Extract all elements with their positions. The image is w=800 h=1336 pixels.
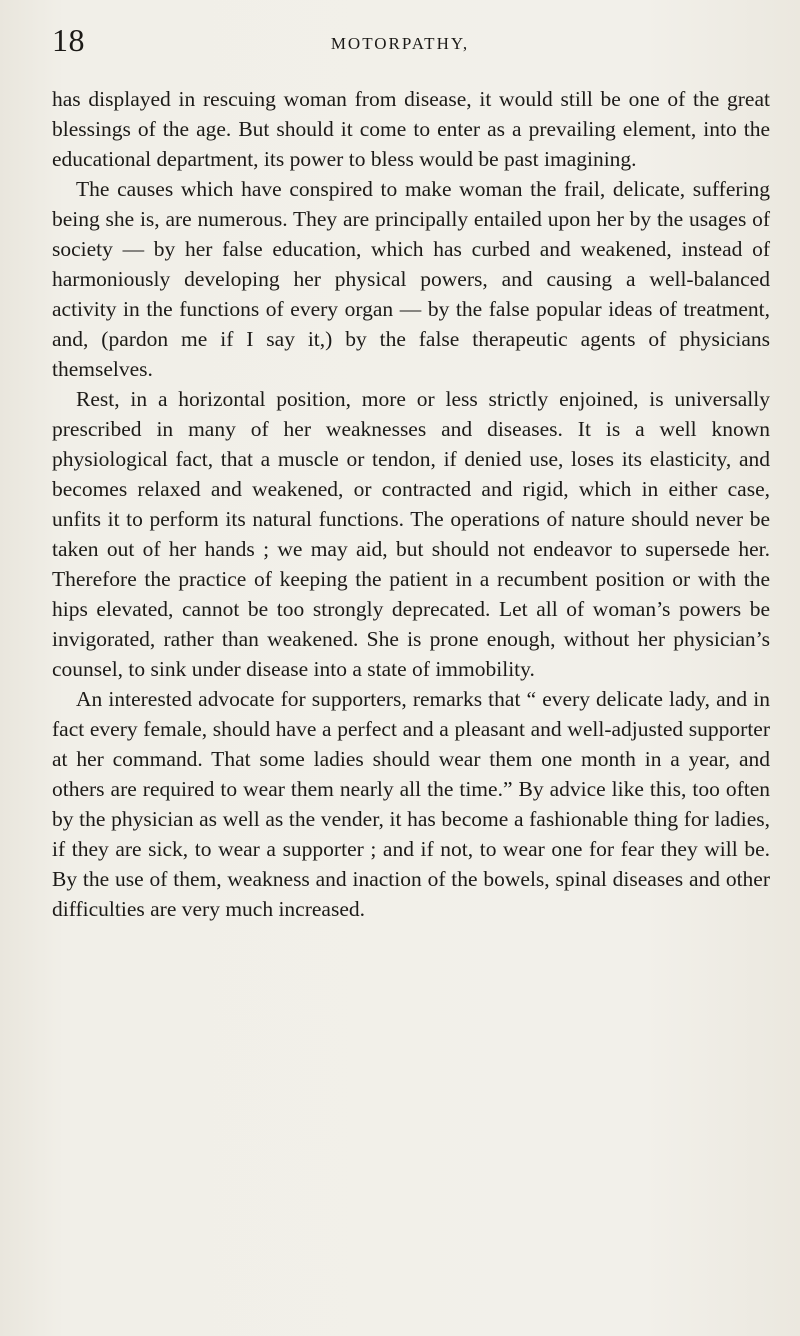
paragraph: The causes which have conspired to make woman the frail, delicate, suffering being she is, are numerous. They are principally entailed upon her by the usages of society — by her false education, which has curbed and weakened, instead of harmoniously developing her physical powers, and causing a well-balanced activity in the functions of every organ — by the false popular ideas of treatment, and, (pardon me if I say it,) by the false therapeutic agents of physicians themselves. [52,177,770,381]
body-text [52,84,770,924]
paragraph: has displayed in rescuing woman from disease, it would still be one of the great blessings of the age. But should it come to enter as a prevailing element, into the educational department, its power to bless would be past imagining. [52,87,770,171]
page-number: 18 [52,22,85,58]
page-header [0,22,800,62]
paragraph: Rest, in a horizontal position, more or less strictly enjoined, is universally prescribed in many of her weaknesses and diseases. It is a well known physiological fact, that a muscle or tendon, if denied use, loses its elasticity, and becomes relaxed and weakened, or contracted and rigid, which in either case, unfits it to perform its natural functions. The operations of nature should never be taken out of her hands ; we may aid, but should not endeavor to supersede her. Therefore the practice of keeping the patient in a recumbent position or with the hips elevated, cannot be too strongly deprecated. Let all of woman’s powers be invigorated, rather than weakened. She is prone enough, without her physician’s counsel, to sink under disease into a state of immobility. [52,387,770,681]
running-head: MOTORPATHY, [330,34,470,53]
paragraph: An interested advocate for supporters, remarks that “ every delicate lady, and in fact every female, should have a perfect and a pleasant and well-adjusted supporter at her command. That some ladies should wear them one month in a year, and others are required to wear them nearly all the time.” By advice like this, too often by the physician as well as the vender, it has become a fashionable thing for ladies, if they are sick, to wear a supporter ; and if not, to wear one for fear they will be. By the use of them, weakness and inaction of the bowels, spinal diseases and other difficulties are very much increased. [52,687,770,921]
